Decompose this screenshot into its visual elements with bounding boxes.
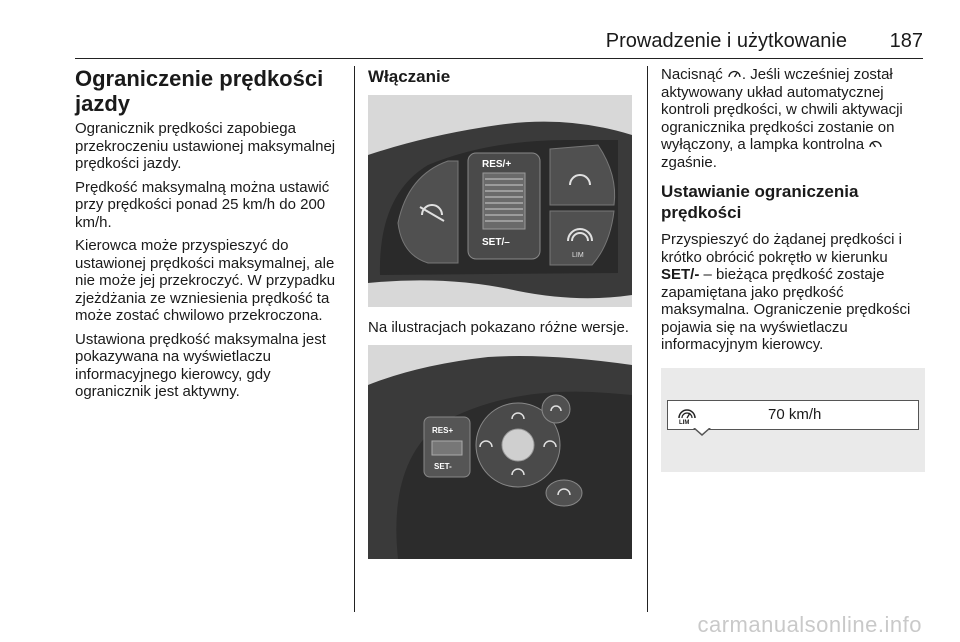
- driver-info-display-illustration: [661, 368, 925, 472]
- column-divider-1: [354, 66, 355, 612]
- cruise-control-lamp-icon: [868, 136, 883, 151]
- lim-label: LIM: [572, 252, 584, 259]
- page-number: 187: [889, 30, 923, 52]
- set-limit-instructions: Przyspieszyć do żądanej prędkości i krótko obrócić pokrętło w kierunku SET/- – bieżąca prędkość zostaje zapamiętana jako prędkość maksymalna. Ograniczenie prędkości pojawia się na wyświetlaczu informacyjnym kierowcy.: [661, 231, 911, 353]
- column-3: [661, 66, 923, 472]
- set-minus-label: SET/–: [482, 237, 510, 248]
- speed-limit-display: [667, 400, 919, 430]
- paragraph-3: Kierowca może przyspieszyć do ustawionej prędkości maksymalnej, ale nie może jej przekroczyć. W przypadku zjeżdżania ze wzniesienia prędkość ta może zostać chwilowo przekroczona.: [75, 237, 336, 324]
- speed-limiter-heading: Ograniczenie prędkości jazdy: [75, 66, 324, 116]
- column-2: [368, 66, 636, 559]
- activation-heading: Włączanie: [368, 67, 451, 86]
- fig2-res-label: RES+: [432, 425, 454, 435]
- fig2-set-label: SET-: [434, 461, 452, 471]
- paragraph-4: Ustawiona prędkość maksymalna jest pokazywana na wyświetlaczu informacyjnego kierowcy, gdy ogranicznik jest aktywny.: [75, 330, 326, 400]
- steering-switch-illustration-2: [368, 345, 632, 559]
- set-speed-value: 70 km/h: [768, 405, 822, 423]
- watermark: carmanualsonline.info: [697, 612, 922, 637]
- paragraph-2: Prędkość maksymalną można ustawić przy prędkości ponad 25 km/h do 200 km/h.: [75, 178, 330, 231]
- speed-limiter-icon: [727, 66, 742, 81]
- section-title: Prowadzenie i użytkowanie: [605, 30, 847, 52]
- set-limit-heading: Ustawianie ograniczenia prędkości: [661, 182, 859, 222]
- illustration-caption: Na ilustracjach pokazano różne wersje.: [368, 319, 629, 336]
- column-divider-2: [647, 66, 648, 612]
- display-lim-label: LIM: [679, 419, 690, 426]
- column-1: [75, 66, 345, 407]
- steering-switch-illustration-1: [368, 95, 632, 307]
- res-plus-label: RES/+: [482, 159, 512, 170]
- paragraph-1: Ogranicznik prędkości zapobiega przekroczeniu ustawionej maksymalnej prędkości jazdy.: [75, 120, 336, 172]
- activation-instructions: Nacisnąć . Jeśli wcześniej został aktywowany układ automatycznej kontroli prędkości, w chwili aktywacji ogranicznika prędkości zostanie on wyłączony, a lampka kontrolna zgaśnie.: [661, 66, 903, 171]
- page-header: [75, 28, 923, 59]
